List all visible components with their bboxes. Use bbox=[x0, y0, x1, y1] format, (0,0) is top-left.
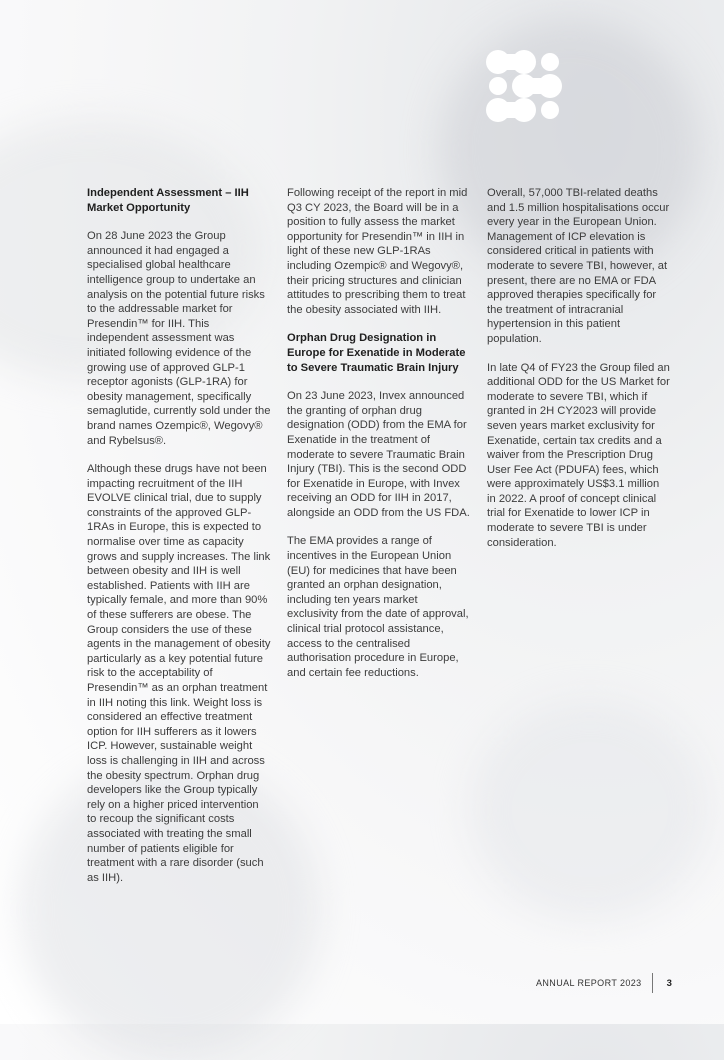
section-heading-iih-market: Independent Assessment – IIH Market Opportunity bbox=[87, 187, 249, 214]
section-heading-orphan-drug: Orphan Drug Designation in Europe for Exenatide in Moderate to Severe Traumatic Brain Injury bbox=[287, 332, 466, 374]
paragraph: In late Q4 of FY23 the Group filed an additional ODD for the US Market for moderate to severe TBI, which if granted in 2H CY2023 will provide seven years market exclusivity for Exenatide, certain tax credits and a waiver from the Prescription Drug User Fee Act (PDUFA) fees, which were approximately US$3.1 million in 2022. A proof of concept clinical trial for Exenatide to lower ICP in moderate to severe TBI is under consideration. bbox=[487, 361, 670, 549]
text-column-3 bbox=[487, 186, 671, 564]
page-number: 3 bbox=[666, 977, 672, 989]
background-shape bbox=[470, 700, 710, 920]
paragraph: Although these drugs have not been impacting recruitment of the IIH EVOLVE clinical trial, due to supply constraints of the approved GLP-1RAs in Europe, this is expected to normalise over time as capacity grows and supply increases. The link between obesity and IIH is well established. Patients with IIH are typically female, and more than 90% of these sufferers are obese. The Group considers the use of these agents in the management of obesity particularly as a key potential future risk to the acceptability of Presendin™ as an orphan treatment in IIH noting this link. Weight loss is considered an effective treatment option for IIH sufferers as it lowers ICP. However, sustainable weight loss is challenging in IIH and across the obesity spectrum. Orphan drug developers like the Group typically rely on a higher priced intervention to recoup the significant costs associated with treating the small number of patients eligible for treatment with a rare disorder (such as IIH). bbox=[87, 463, 271, 884]
text-column-1 bbox=[87, 186, 271, 899]
text-column-2 bbox=[287, 186, 471, 694]
page-footer bbox=[536, 973, 672, 993]
dot-pattern-logo-icon bbox=[482, 48, 572, 124]
footer-divider bbox=[652, 973, 653, 993]
paragraph: The EMA provides a range of incentives in the European Union (EU) for medicines that have been granted an orphan designation, including ten years market exclusivity from the date of approval, clinical trial protocol assistance, access to the centralised authorisation procedure in Europe, and certain fee reductions. bbox=[287, 535, 469, 679]
paragraph: On 23 June 2023, Invex announced the granting of orphan drug designation (ODD) from the EMA for Exenatide in the treatment of moderate to severe Traumatic Brain Injury (TBI). This is the second ODD for Exenatide in Europe, with Invex receiving an ODD for IIH in 2017, alongside an ODD from the US FDA. bbox=[287, 390, 470, 519]
paragraph: On 28 June 2023 the Group announced it had engaged a specialised global healthcare intelligence group to undertake an analysis on the potential future risks to the addressable market for Presendin™ for IIH. This independent assessment was initiated following evidence of the growing use of approved GLP-1 receptor agonists (GLP-1RA) for obesity management, specifically semaglutide, currently sold under the brand names Ozempic®, Wegovy® and Rybelsus®. bbox=[87, 230, 271, 447]
paragraph: Overall, 57,000 TBI-related deaths and 1.5 million hospitalisations occur every year in the European Union. Management of ICP elevation is considered critical in patients with moderate to severe TBI, however, at present, there are no EMA or FDA approved therapies specifically for the treatment of intracranial hypertension in this patient population. bbox=[487, 187, 670, 345]
paragraph: Following receipt of the report in mid Q3 CY 2023, the Board will be in a position to fully assess the market opportunity for Presendin™ in IIH in light of these new GLP-1RAs including Ozempic® and Wegovy®, their pricing structures and clinician attitudes to prescribing them to treat the obesity associated with IIH. bbox=[287, 187, 468, 316]
report-title: ANNUAL REPORT 2023 bbox=[536, 978, 642, 988]
